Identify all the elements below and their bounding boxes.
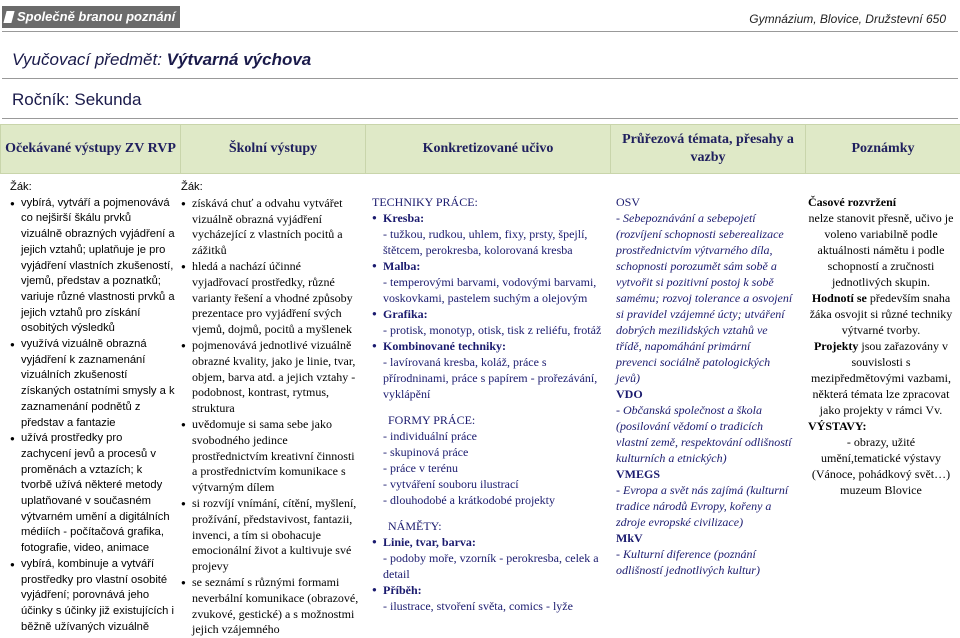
column-header-outcomes: Očekávané výstupy ZV RVP — [1, 125, 181, 174]
pupil-label: Žák: — [181, 180, 359, 196]
school-name: Gymnázium, Blovice, Družstevní 650 — [749, 12, 946, 26]
projects-text — [808, 338, 954, 418]
list-item — [372, 210, 608, 258]
time-title: Časové rozvržení — [808, 194, 954, 210]
column-header-curriculum: Konkretizované učivo — [366, 125, 611, 174]
form-item: - individuální práce — [372, 428, 608, 444]
list-item: ● hledá a nachází účinné vyjadřovací prostředky, různé varianty řešení a vhodné způsoby prezentace pro vyjádření svých vjemů, dojmů, pocitů a myšlenek — [181, 259, 359, 338]
subject-value: Výtvarná výchova — [167, 50, 312, 69]
column-cross-topics — [616, 194, 794, 578]
technique-name: Malba: — [383, 259, 420, 273]
vmegs-text: - Evropa a svět nás zajímá (kulturní tradice národů Evropy, kořeny a zdroje evropské civilizace) — [616, 482, 794, 530]
exhibitions-text: - obrazy, užité umění,tematické výstavy (Vánoce, pohádkový svět…) muzeum Blovice — [808, 434, 954, 498]
list-item: ● se seznámí s různými formami neverbální komunikace (obrazové, zvukové, gestické) a s možnostmi jejich vzájemného — [181, 575, 359, 638]
form-item: - skupinová práce — [372, 444, 608, 460]
osv-title: OSV — [616, 194, 794, 210]
vmegs-title: VMEGS — [616, 466, 794, 482]
header-bar — [0, 0, 960, 33]
form-item: - vytváření souboru ilustrací — [372, 476, 608, 492]
theme-name: Příběh: — [383, 583, 422, 597]
theme-name: Linie, tvar, barva: — [383, 535, 476, 549]
brand-name: Společně branou poznání — [17, 9, 175, 24]
theme-desc: - ilustrace, stvoření světa, comics - lyže — [383, 598, 608, 614]
column-header-school-outcomes: Školní výstupy — [181, 125, 366, 174]
grade-title: Ročník: Sekunda — [12, 90, 141, 110]
list-item — [372, 258, 608, 306]
list-item: ● vybírá, kombinuje a vytváří prostředky pro vlastní osobité vyjádření; porovnává jeho účinky s účinky již existujících i běžně užívaných vizuálně — [10, 557, 175, 636]
column-header-cross-topics: Průřezová témata, přesahy a vazby — [611, 125, 806, 174]
technique-name: Kresba: — [383, 211, 424, 225]
themes-title: NÁMĚTY: — [372, 518, 608, 534]
list-item: ● užívá prostředky pro zachycení jevů a procesů v proměnách a vztazích; k tvorbě užívá některé metody uplatňované v současném výtvarném umění a digitálních médiích - počítačová grafika, fotografie, video, animace — [10, 431, 175, 557]
forms-title: FORMY PRÁCE: — [372, 412, 608, 428]
column-school-outcomes — [181, 180, 359, 638]
technique-desc: - lavírovaná kresba, koláž, práce s přírodninami, práce s papírem - prořezávání, vyklápění — [383, 354, 608, 402]
brand-logo — [2, 6, 180, 28]
subject-title — [12, 50, 311, 70]
column-header-notes: Poznámky — [806, 125, 960, 174]
evaluation-text — [808, 290, 954, 338]
technique-desc: - tužkou, rudkou, uhlem, fixy, prsty, špejlí, štětcem, perokresba, kolorovaná kresba — [383, 226, 608, 258]
evaluation-rest: především snaha žáka osvojit si různé techniky výtvarné tvorby. — [810, 291, 953, 337]
brand-mark-icon — [3, 11, 14, 23]
technique-desc: - protisk, monotyp, otisk, tisk z reliéfu, frotáž — [383, 322, 608, 338]
techniques-title: TECHNIKY PRÁCE: — [372, 194, 608, 210]
technique-name: Kombinované techniky: — [383, 339, 506, 353]
list-item: ● pojmenovává jednotlivé vizuálně obrazné kvality, jako je linie, tvar, objem, barva atd. a jejich vztahy - podobnost, kontrast, rytmus, struktura — [181, 338, 359, 417]
vdo-text: - Občanská společnost a škola (posilování vědomí o tradicích vlastní země, respektování odlišností kulturních a etnických) — [616, 402, 794, 466]
list-item: ● vybírá, vytváří a pojmenovává co nejširší škálu prvků vizuálně obrazných vyjádření a jejich vztahů; uplatňuje je pro vyjádření vlastních zkušeností, vjemů, představ a poznatků; variuje různé vlastnosti prvků a jejich vztahů pro získání osobitých výsledků — [10, 196, 175, 337]
column-notes — [808, 194, 954, 498]
table-header — [0, 124, 960, 174]
column-curriculum — [372, 194, 608, 614]
list-item: ● si rozvíjí vnímání, cítění, myšlení, prožívání, představivost, fantazii, invenci, a tím si obohacuje emocionální život a kultivuje své projevy — [181, 496, 359, 575]
osv-text: - Sebepoznávání a sebepojetí (rozvíjení schopnosti seberealizace prostřednictvím výtvarného díla, schopnosti porozumět sám sobě a vytvořit si pozitivní postoj k sobě samému; rozvoj tolerance a osvojení si pravidel vzájemné úcty; utváření dobrých mezilidských vztahů ve třídě, napomáhání primární prevenci sociálně patologických jevů) — [616, 210, 794, 386]
time-text: nelze stanovit přesně, učivo je voleno variabilně podle aktuálnosti námětu i podle schopností a zručnosti jednotlivých skupin. — [808, 210, 954, 290]
list-item — [372, 534, 608, 582]
divider — [2, 118, 958, 119]
technique-name: Grafika: — [383, 307, 428, 321]
list-item — [372, 338, 608, 402]
projects-bold: Projekty — [814, 339, 858, 353]
list-item: ● získává chuť a odvahu vytvářet vizuálně obrazná vyjádření vycházející z vlastních pocitů a zážitků — [181, 196, 359, 259]
list-item — [372, 306, 608, 338]
mkv-text: - Kulturní diference (poznání odlišností jednotlivých kultur) — [616, 546, 794, 578]
column-expected-outcomes — [10, 180, 175, 635]
divider — [2, 78, 958, 79]
mkv-title: MkV — [616, 530, 794, 546]
pupil-label: Žák: — [10, 180, 175, 196]
vdo-title: VDO — [616, 386, 794, 402]
list-item: ● uvědomuje si sama sebe jako svobodného jedince prostřednictvím kreativní činnosti a prostřednictvím komunikace s výtvarným dílem — [181, 417, 359, 496]
form-item: - dlouhodobé a krátkodobé projekty — [372, 492, 608, 508]
form-item: - práce v terénu — [372, 460, 608, 476]
list-item — [372, 582, 608, 614]
evaluation-bold: Hodnotí se — [812, 291, 867, 305]
exhibitions-title: VÝSTAVY: — [808, 418, 954, 434]
theme-desc: - podoby moře, vzorník - perokresba, celek a detail — [383, 550, 608, 582]
technique-desc: - temperovými barvami, vodovými barvami, voskovkami, pastelem suchým a olejovým — [383, 274, 608, 306]
subject-label: Vyučovací předmět: — [12, 50, 162, 69]
list-item: ● využívá vizuálně obrazná vyjádření k zaznamenání vizuálních zkušeností získaných ostatními smysly a k zaznamenání podnětů z představ a fantazie — [10, 337, 175, 431]
table-body — [0, 178, 960, 625]
projects-rest: jsou zařazovány v souvislosti s mezipředmětovými vazbami, některá témata lze zpracovat jako projekty v rámci Vv. — [811, 339, 951, 417]
divider — [2, 31, 958, 32]
